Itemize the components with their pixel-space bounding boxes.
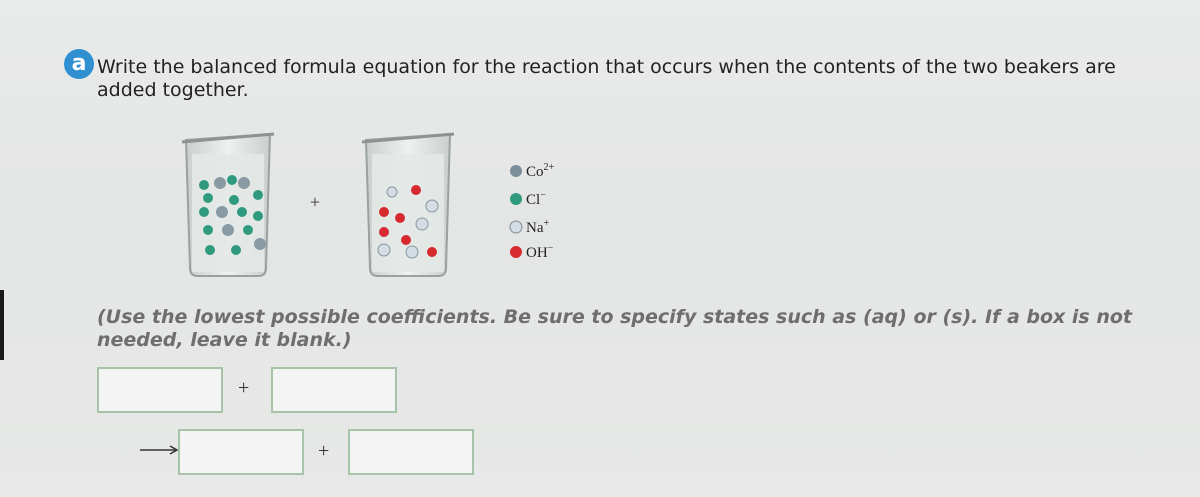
reaction-arrow-icon — [140, 443, 180, 457]
product-plus-sign: + — [318, 440, 330, 462]
legend-hydroxide-base: OH — [526, 245, 548, 261]
legend-chloride — [510, 190, 546, 208]
ion-legend — [510, 162, 555, 261]
part-badge: a — [64, 49, 94, 79]
product-1-input[interactable] — [178, 429, 304, 475]
instruction-text: Write the balanced formula equation for the reaction that occurs when the contents of the two beakers are added together. — [97, 56, 1116, 101]
sodium-ion-swatch — [510, 221, 522, 233]
legend-cobalt-base: Co — [526, 164, 544, 180]
legend-cobalt — [510, 162, 555, 180]
legend-chloride-charge: − — [540, 190, 546, 201]
beaker-plus-sign: + — [309, 192, 321, 212]
svg-text:Cl− — [526, 190, 546, 208]
svg-text:Co2+ — [526, 162, 555, 180]
reactant-plus-sign: + — [238, 377, 250, 399]
legend-hydroxide-charge: − — [547, 243, 554, 254]
legend-cobalt-charge: 2+ — [543, 162, 555, 173]
hydroxide-ion-swatch — [510, 246, 522, 258]
legend-hydroxide — [510, 243, 554, 261]
svg-text:Na+ — [526, 218, 550, 236]
svg-text:OH− — [526, 243, 554, 261]
cobalt-ion-swatch — [510, 165, 522, 177]
reactant-2-input[interactable] — [271, 367, 397, 413]
beaker-cobalt-chloride — [182, 134, 274, 276]
legend-chloride-base: Cl — [526, 192, 541, 208]
legend-sodium — [510, 218, 550, 236]
instruction-note: (Use the lowest possible coefficients. Be sure to specify states such as (aq) or (s). If a box is not needed, leave it blank.) — [97, 306, 1132, 351]
legend-sodium-base: Na — [526, 220, 544, 236]
reactant-1-input[interactable] — [97, 367, 223, 413]
legend-sodium-charge: + — [543, 218, 550, 229]
window-edge — [0, 290, 4, 360]
chloride-ion-swatch — [510, 193, 522, 205]
product-2-input[interactable] — [348, 429, 474, 475]
beaker-figure — [170, 128, 600, 288]
beaker-sodium-hydroxide — [362, 134, 454, 276]
